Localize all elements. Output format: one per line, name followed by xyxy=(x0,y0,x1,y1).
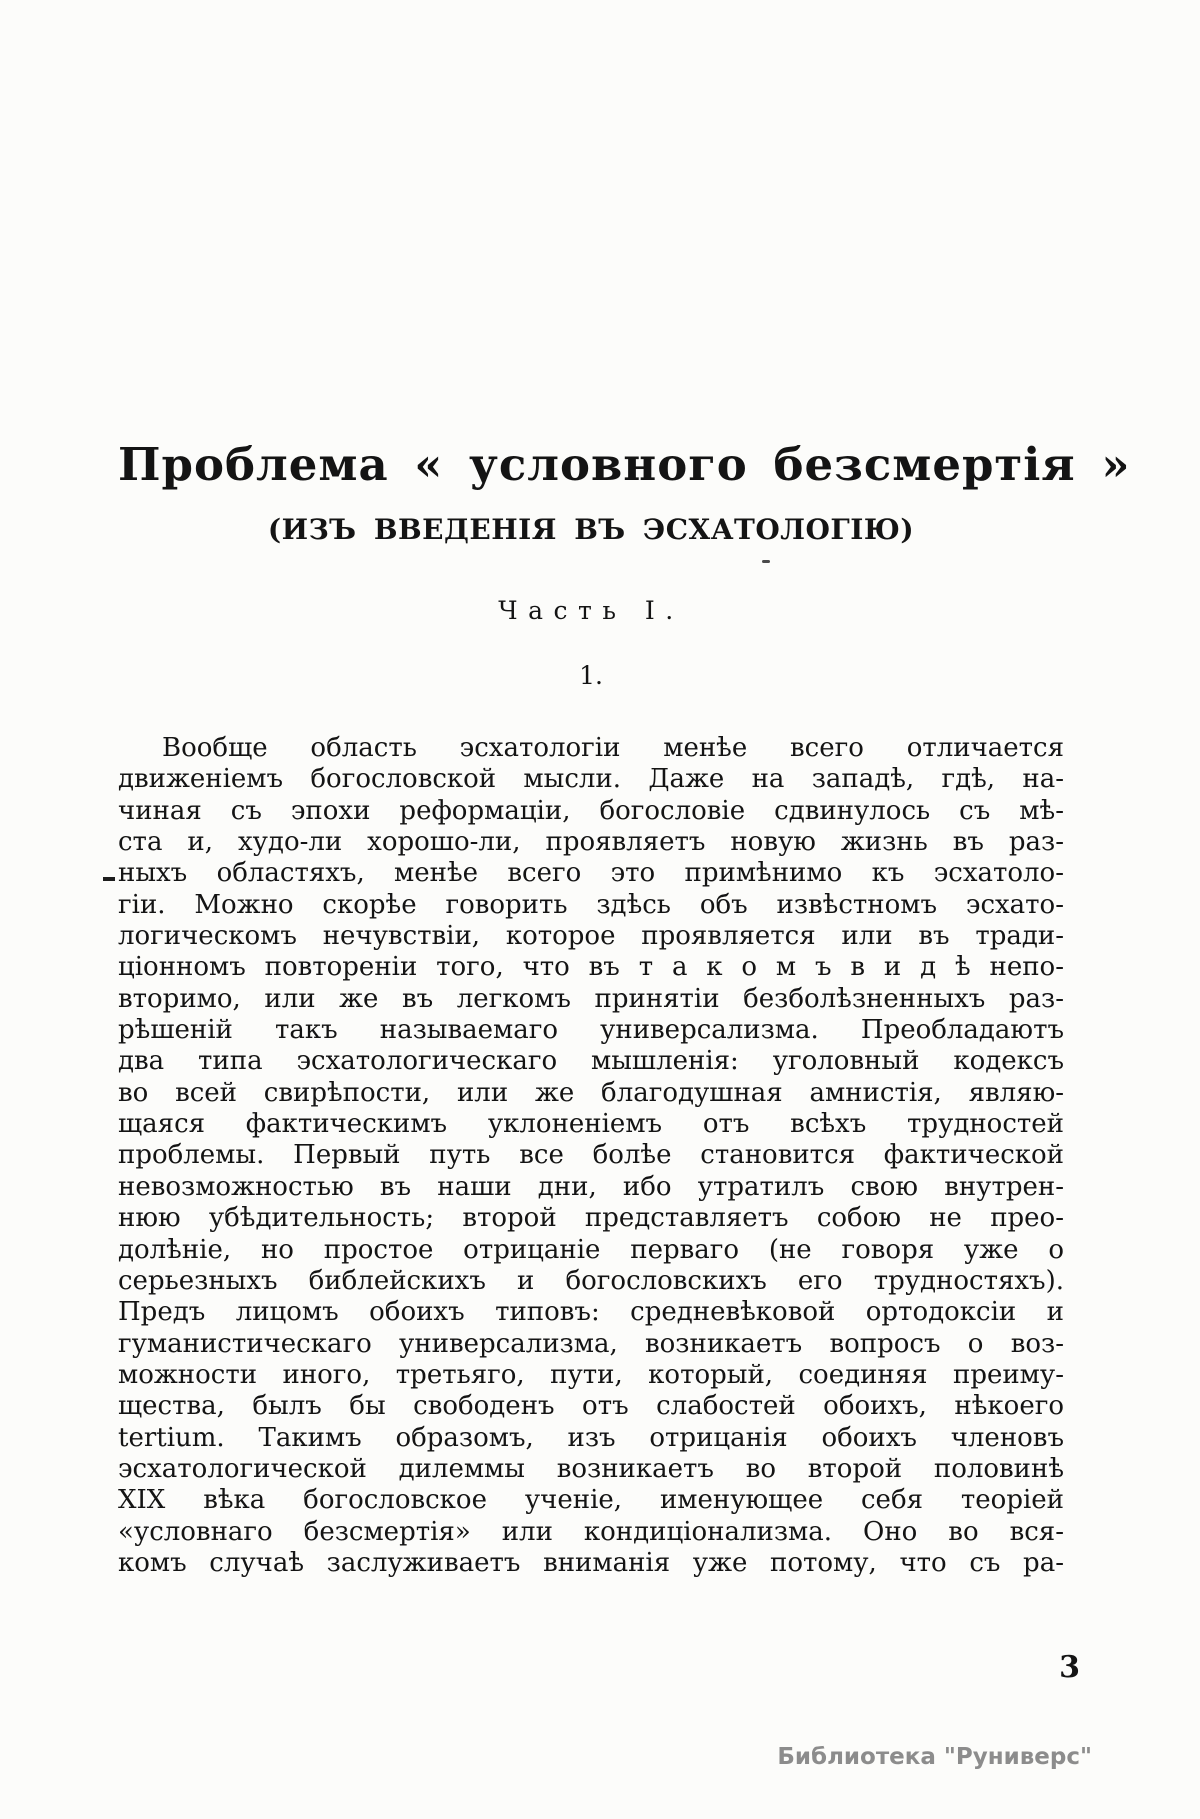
text-line: ныхъ областяхъ, менѣе всего это примѣнимо къ эсхатоло- xyxy=(118,858,1064,889)
text-line: комъ случаѣ заслуживаетъ вниманія уже потому, что съ ра- xyxy=(118,1547,1064,1578)
text-line: эсхатологической дилеммы возникаетъ во второй половинѣ xyxy=(118,1453,1064,1484)
text-line: во всей свирѣпости, или же благодушная амнистія, являю- xyxy=(118,1077,1064,1108)
part-heading: Часть I. xyxy=(498,596,684,625)
text-line: движеніемъ богословской мысли. Даже на западѣ, гдѣ, на- xyxy=(118,764,1064,795)
text-line: вторимо, или же въ легкомъ принятіи безболѣзненныхъ раз- xyxy=(118,983,1064,1014)
page-number: 3 xyxy=(1059,1650,1080,1685)
text-line: логическомъ нечувствіи, которое проявляется или въ тради- xyxy=(118,921,1064,952)
text-line: можности иного, третьяго, пути, который, соединяя преиму- xyxy=(118,1359,1064,1390)
text-line: два типа эсхатологическаго мышленія: уголовный кодексъ xyxy=(118,1046,1064,1077)
page-subtitle: (ИЗЪ ВВЕДЕНІЯ ВЪ ЭСХАТОЛОГІЮ) xyxy=(267,513,915,546)
body-paragraph xyxy=(118,733,1064,1579)
text-line: ціонномъ повтореніи того, что въ т а к о м ъ в и д ѣ непо- xyxy=(118,952,1064,983)
text-line: XIX вѣка богословское ученіе, именующее себя теоріей xyxy=(118,1485,1064,1516)
text-line: «условнаго безсмертія» или кондиціонализма. Оно во вся- xyxy=(118,1516,1064,1547)
text-line: проблемы. Первый путь все болѣе становится фактической xyxy=(118,1140,1064,1171)
text-line: tertium. Такимъ образомъ, изъ отрицанія обоихъ членовъ xyxy=(118,1422,1064,1453)
section-number: 1. xyxy=(579,661,603,690)
text-line: нюю убѣдительность; второй представляетъ собою не прео- xyxy=(118,1203,1064,1234)
scan-hyphen-artifact xyxy=(103,877,115,881)
text-line: Вообще область эсхатологіи менѣе всего отличается xyxy=(162,733,1064,763)
text-line: гуманистическаго универсализма, возникаетъ вопросъ о воз- xyxy=(118,1328,1064,1359)
text-line: гіи. Можно скорѣе говорить здѣсь объ извѣстномъ эсхато- xyxy=(118,889,1064,920)
library-watermark: Библиотека "Руниверс" xyxy=(777,1744,1092,1770)
text-line: щаяся фактическимъ уклоненіемъ отъ всѣхъ трудностей xyxy=(118,1109,1064,1140)
text-line: невозможностью въ наши дни, ибо утратилъ свою внутрен- xyxy=(118,1171,1064,1202)
text-line: щества, былъ бы свободенъ отъ слабостей обоихъ, нѣкоего xyxy=(118,1391,1064,1422)
text-line: рѣшеній такъ называемаго универсализма. Преобладаютъ xyxy=(118,1015,1064,1046)
scan-speck-artifact xyxy=(762,560,770,563)
text-line: ста и, худо-ли хорошо-ли, проявляетъ новую жизнь въ раз- xyxy=(118,827,1064,858)
text-line: чиная съ эпохи реформаціи, богословіе сдвинулось съ мѣ- xyxy=(118,795,1064,826)
text-line: долѣніе, но простое отрицаніе перваго (не говоря уже о xyxy=(118,1234,1064,1265)
text-line: Предъ лицомъ обоихъ типовъ: средневѣковой ортодоксіи и xyxy=(118,1297,1064,1328)
page-title: Проблема « условного безсмертія » xyxy=(118,438,1131,492)
text-line: серьезныхъ библейскихъ и богословскихъ его трудностяхъ). xyxy=(118,1265,1064,1296)
